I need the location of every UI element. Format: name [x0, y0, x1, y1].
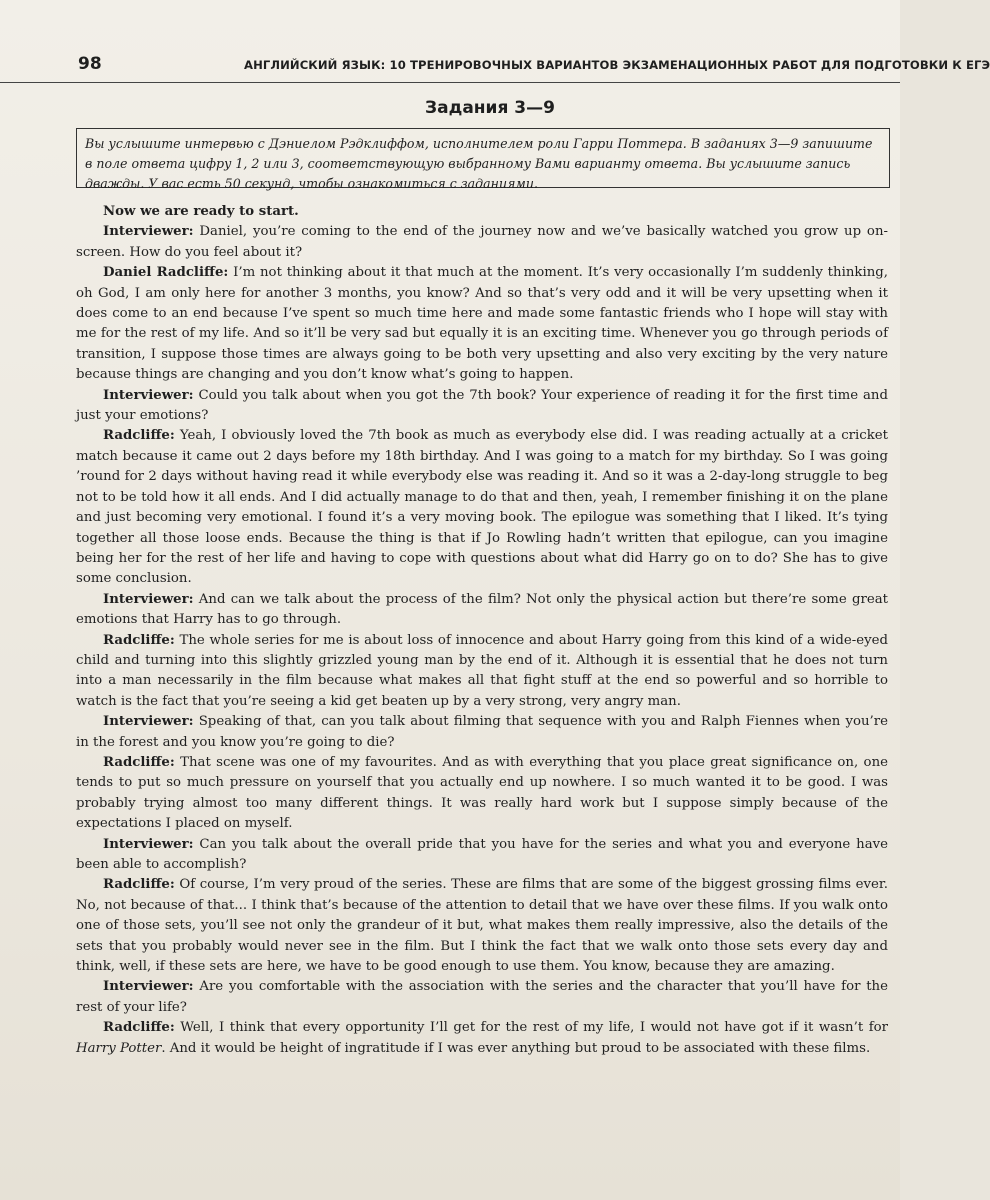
speech-text: Speaking of that, can you talk about filming that sequence with you and Ralph Fiennes when you’re in the forest and you know you’re going to die? — [76, 714, 888, 750]
speaker-label: Daniel Radcliffe: — [103, 265, 229, 281]
page-number: 98 — [78, 54, 102, 74]
speech-text: And can we talk about the process of the film? Not only the physical action but there’re some great emotions that Harry has to go through. — [76, 591, 888, 628]
transcript-paragraph — [76, 590, 888, 631]
transcript-paragraph — [76, 712, 888, 753]
speaker-label: Interviewer: — [103, 979, 194, 995]
transcript-paragraph — [76, 202, 888, 222]
transcript-paragraph — [76, 753, 888, 835]
speech-text: Daniel, you’re coming to the end of the journey now and we’ve basically watched you grow up on-screen. How do you feel about it? — [76, 224, 888, 260]
transcript-paragraph — [76, 977, 888, 1018]
speaker-label: Interviewer: — [103, 836, 194, 852]
speech-text: That scene was one of my favourites. And as with everything that you place great significance on, one tends to put so much pressure on yourself that you actually end up nowhere. I so much wanted it to be good. I was probably trying almost too many different things. It was really hard work but I suppose simply because of the expectations I placed on myself. — [76, 754, 888, 832]
speech-text: I’m not thinking about it that much at the moment. It’s very occasionally I’m suddenly thinking, oh God, I am only here for another 3 months, you know? And so that’s very odd and it will be very upsetting when it does come to an end because I’ve spent so much time here and made some fantastic friends who I hope will stay with me for the rest of my life. And so it’ll be very sad but equally it is an exciting time. Whenever you go through periods of transition, I suppose those times are always going to be both very upsetting and also very exciting by the very nature because things are changing and you don’t know what’s going to happen. — [76, 265, 888, 383]
speaker-label: Interviewer: — [103, 224, 194, 240]
speaker-label: Radcliffe: — [103, 632, 175, 648]
speaker-label: Radcliffe: — [103, 1020, 175, 1036]
transcript-paragraph — [76, 875, 888, 977]
page-header — [0, 50, 990, 83]
transcript — [76, 202, 888, 1059]
speech-text: Can you talk about the overall pride that you have for the series and what you and everyone have been able to accomplish? — [76, 836, 888, 872]
speech-text: Of course, I’m very proud of the series. These are films that are some of the biggest grossing films ever. No, not because of that... I think that’s because of the attention to detail that we have over these films. If you walk onto one of those sets, you’ll see not only the grandeur of it but, what makes them really impressive, also the details of the sets that you probably would never see in the film. But I think the fact that we walk onto those sets every day and think, well, if these sets are here, we have to be good enough to use them. You know, because they are amazing. — [76, 877, 888, 975]
film-title: Harry Potter — [76, 1040, 162, 1056]
speaker-label: Radcliffe: — [103, 754, 175, 770]
transcript-paragraph — [76, 386, 888, 427]
speaker-label: Interviewer: — [103, 591, 194, 607]
speaker-label: Interviewer: — [103, 714, 194, 730]
speech-text: Could you talk about when you got the 7th book? Your experience of reading it for the first time and just your emotions? — [76, 387, 888, 424]
transcript-paragraph — [76, 426, 888, 589]
transcript-paragraph — [76, 263, 888, 385]
speaker-label: Interviewer: — [103, 387, 194, 403]
start-line: Now we are ready to start. — [103, 204, 299, 219]
speech-text: Yeah, I obviously loved the 7th book as much as everybody else did. I was reading actually at a cricket match because it came out 2 days before my 18th birthday. And I was going to a match for my birthday. So I was going ’round for 2 days without having read it while everybody else was reading it. And so it was a 2-day-long struggle to beg not to be told how it all ends. And I did actually manage to do that and then, yeah, I remember finishing it on the plane and just becoming very emotional. I found it’s a very moving book. The epilogue was something that I liked. It’s tying together all those loose ends. Because the thing is that if Jo Rowling hadn’t written that epilogue, can you imagine being her for the rest of her life and having to cope with questions about what did Harry go on to do? She has to give some conclusion. — [76, 428, 888, 587]
running-title: АНГЛИЙСКИЙ ЯЗЫК: 10 ТРЕНИРОВОЧНЫХ ВАРИАНТОВ ЭКЗАМЕНАЦИОННЫХ РАБОТ ДЛЯ ПОДГОТОВКИ К ЕГЭ — [244, 58, 990, 72]
transcript-paragraph — [76, 1018, 888, 1059]
speech-text: . And it would be height of ingratitude if I was ever anything but proud to be associated with these films. — [161, 1040, 871, 1056]
transcript-paragraph — [76, 631, 888, 713]
transcript-paragraph — [76, 835, 888, 876]
section-title: Задания 3—9 — [425, 98, 555, 118]
speaker-label: Radcliffe: — [103, 877, 175, 893]
speech-text: Are you comfortable with the association with the series and the character that you’ll have for the rest of your life? — [76, 979, 888, 1015]
speech-text: The whole series for me is about loss of innocence and about Harry going from this kind of a wide-eyed child and turning into this slightly grizzled young man by the end of it. Although it is essential that he does not turn into a man necessarily in the film because what makes all that fight stuff at the end so powerful and so horrible to watch is the fact that you’re seeing a kid get beaten up by a very strong, very angry man. — [76, 632, 888, 709]
transcript-paragraph — [76, 222, 888, 263]
speaker-label: Radcliffe: — [103, 428, 175, 444]
speech-text: Well, I think that every opportunity I’ll get for the rest of my life, I would not have got if it wasn’t for — [174, 1020, 888, 1036]
instruction-text: Вы услышите интервью с Дэниелом Рэдклиффом, исполнителем роли Гарри Поттера. В заданиях 3—9 запишите в поле ответа цифру 1, 2 или 3, соответствующую выбранному Вами варианту ответа. Вы услышите запись дважды. У вас есть 50 секунд, чтобы ознакомиться с заданиями. — [85, 136, 873, 191]
instruction-box — [76, 128, 890, 191]
